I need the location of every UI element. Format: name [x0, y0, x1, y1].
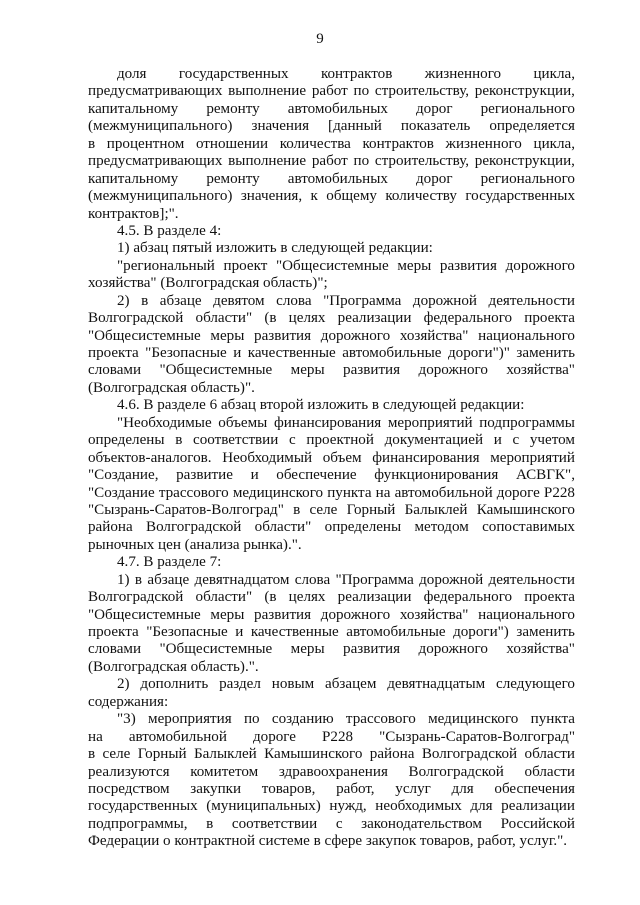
text-line: объектов-аналогов. Необходимый объем финансирования мероприятий — [88, 449, 575, 466]
text-line: проекта "Безопасные и качественные автомобильные дороги") заменить — [88, 624, 575, 640]
text-line: предусматривающих выполнение работ по строительству, реконструкции, — [88, 83, 575, 100]
text-line: "региональный проект "Общесистемные меры развития дорожного — [117, 257, 575, 274]
text-line: капитальному ремонту автомобильных дорог регионального — [88, 170, 575, 187]
page-number: 9 — [316, 31, 324, 47]
text-line: государственных (муниципальных) нужд, необходимых для реализации — [88, 798, 575, 815]
text-line: (Волгоградская область).". — [88, 658, 259, 675]
text-line: Федерации о контрактной системе в сфере закупок товаров, работ, услуг.". — [88, 833, 568, 850]
text-line: проекта "Безопасные и качественные автомобильные дороги")" заменить — [88, 345, 575, 361]
text-line: посредством закупки товаров, работ, услуг для обеспечения — [88, 780, 575, 797]
text-line: (Волгоградская область)". — [88, 379, 255, 396]
text-line: Волгоградской области" (в целях реализации федерального проекта — [88, 310, 575, 327]
text-line: хозяйства" (Волгоградская область)"; — [88, 275, 328, 292]
text-line: 4.7. В разделе 7: — [117, 554, 222, 571]
text-line: 1) в абзаце девятнадцатом слова "Программа дорожной деятельности — [117, 571, 575, 588]
text-line: Волгоградской области" (в целях реализации федерального проекта — [88, 589, 575, 606]
text-line: "Создание трассового медицинского пункта на автомобильной дороге Р228 — [88, 484, 575, 501]
text-line: предусматривающих выполнение работ по строительству, реконструкции, — [88, 153, 575, 170]
text-line: "3) мероприятия по созданию трассового медицинского пункта — [117, 711, 575, 728]
text-line: 4.6. В разделе 6 абзац второй изложить в следующей редакции: — [117, 397, 525, 414]
text-line: "Создание, развитие и обеспечение функционирования АСВГК", — [88, 467, 575, 484]
text-line: "Сызрань-Саратов-Волгоград" в селе Горный Балыклей Камышинского — [88, 501, 575, 518]
text-line: района Волгоградской области" определены методом сопоставимых — [88, 519, 575, 536]
text-line: доля государственных контрактов жизненного цикла, — [117, 66, 575, 82]
text-line: словами "Общесистемные меры развития дорожного хозяйства" — [88, 641, 575, 658]
text-line: (межмуниципального) значения, к общему количеству государственных — [88, 188, 575, 205]
text-line: "Необходимые объемы финансирования мероприятий подпрограммы — [117, 414, 575, 431]
text-line: реализуются комитетом здравоохранения Волгоградской области — [88, 763, 575, 780]
text-line: 1) абзац пятый изложить в следующей редакции: — [117, 240, 433, 257]
text-line: (межмуниципального) значения [данный показатель определяется — [88, 118, 575, 135]
text-line: контрактов];". — [88, 205, 179, 222]
text-line: 2) в абзаце девятом слова "Программа дорожной деятельности — [117, 292, 575, 309]
text-line: рыночных цен (анализа рынка).". — [88, 536, 302, 553]
document-body — [88, 66, 575, 851]
text-line: определены в соответствии с проектной документацией и с учетом — [88, 432, 575, 449]
text-line: содержания: — [88, 693, 169, 710]
text-line: капитальному ремонту автомобильных дорог регионального — [88, 100, 575, 117]
text-line: подпрограммы, в соответствии с законодательством Российской — [88, 815, 575, 832]
text-line: 2) дополнить раздел новым абзацем девятнадцатым следующего — [117, 676, 575, 693]
text-line: 4.5. В разделе 4: — [117, 222, 222, 239]
text-line: "Общесистемные меры развития дорожного хозяйства" национального — [88, 327, 575, 344]
text-line: "Общесистемные меры развития дорожного хозяйства" национального — [88, 606, 575, 623]
text-line: словами "Общесистемные меры развития дорожного хозяйства" — [88, 362, 575, 379]
text-line: в селе Горный Балыклей Камышинского района Волгоградской области — [88, 746, 575, 763]
text-line: в процентном отношении количества контрактов жизненного цикла, — [88, 135, 575, 152]
text-line: на автомобильной дороге Р228 "Сызрань-Саратов-Волгоград" — [88, 728, 575, 745]
